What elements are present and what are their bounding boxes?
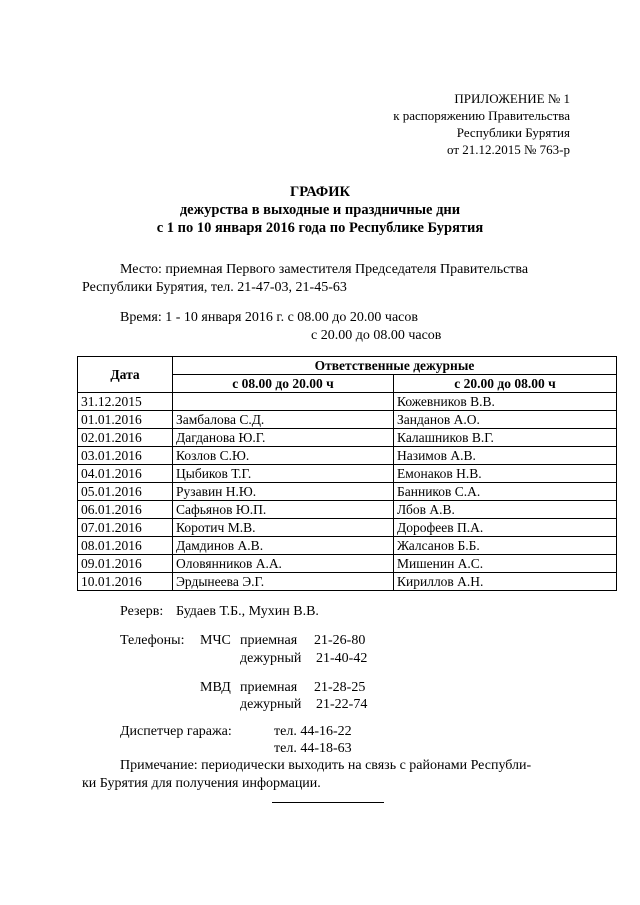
time-line-2: с 20.00 до 08.00 часов [311,328,442,343]
date-cell: 09.01.2016 [78,555,173,573]
table-row [78,501,617,519]
signature-line [272,802,384,803]
day-duty-cell [173,393,394,411]
night-duty-cell: Калашников В.Г. [394,429,617,447]
garage-phone-2: тел. 44-18-63 [274,741,352,756]
night-duty-cell: Кириллов А.Н. [394,573,617,591]
title-line-1: ГРАФИК [289,184,351,200]
appendix-block [393,90,570,158]
phones-label: Телефоны: [120,633,185,648]
night-duty-cell: Жалсанов Б.Б. [394,537,617,555]
table-row [78,465,617,483]
night-duty-cell: Банников С.А. [394,483,617,501]
reserve-label: Резерв: [120,604,164,619]
duty-schedule-table [77,356,617,591]
night-duty-cell: Дорофеев П.А. [394,519,617,537]
night-duty-cell: Назимов А.В. [394,447,617,465]
table-row [78,519,617,537]
title-line-2: дежурства в выходные и праздничные дни [179,202,461,218]
appendix-line-4: от 21.12.2015 № 763-р [447,142,570,157]
mvd-label: МВД [200,680,231,695]
day-duty-cell: Рузавин Н.Ю. [173,483,394,501]
table-row [78,429,617,447]
mvd-duty-phone: 21-22-74 [316,697,368,712]
date-cell: 31.12.2015 [78,393,173,411]
table-row [78,555,617,573]
mchs-reception-phone: 21-26-80 [314,633,366,648]
mvd-reception-phone: 21-28-25 [314,680,366,695]
mchs-duty-phone: 21-40-42 [316,651,368,666]
night-duty-cell: Емонаков Н.В. [394,465,617,483]
table-row [78,393,617,411]
table-row [78,447,617,465]
mvd-duty-label: дежурный [240,697,302,712]
header-date: Дата [78,357,173,393]
mvd-reception-label: приемная [240,680,298,695]
appendix-line-3: Республики Бурятия [456,125,570,140]
mchs-duty-label: дежурный [240,651,302,666]
appendix-line-2: к распоряжению Правительства [393,108,570,123]
appendix-line-1: ПРИЛОЖЕНИЕ № 1 [454,91,570,106]
reserve-names: Будаев Т.Б., Мухин В.В. [176,604,319,619]
note-line-1: Примечание: периодически выходить на связь с районами Республи- [120,758,532,773]
date-cell: 03.01.2016 [78,447,173,465]
garage-label: Диспетчер гаража: [120,724,232,739]
day-duty-cell: Дагданова Ю.Г. [173,429,394,447]
mchs-reception-label: приемная [240,633,298,648]
day-duty-cell: Козлов С.Ю. [173,447,394,465]
night-duty-cell: Кожевников В.В. [394,393,617,411]
garage-phone-1: тел. 44-16-22 [274,724,352,739]
table-row [78,483,617,501]
day-duty-cell: Эрдынеева Э.Г. [173,573,394,591]
date-cell: 07.01.2016 [78,519,173,537]
date-cell: 06.01.2016 [78,501,173,519]
table-row [78,411,617,429]
date-cell: 02.01.2016 [78,429,173,447]
time-line-1: Время: 1 - 10 января 2016 г. с 08.00 до 20.00 часов [120,310,418,325]
day-duty-cell: Оловянников А.А. [173,555,394,573]
night-duty-cell: Занданов А.О. [394,411,617,429]
table-row [78,573,617,591]
place-line-2: Республики Бурятия, тел. 21-47-03, 21-45-63 [82,280,347,295]
day-duty-cell: Коротич М.В. [173,519,394,537]
day-duty-cell: Цыбиков Т.Г. [173,465,394,483]
title-line-3: с 1 по 10 января 2016 года по Республике Бурятия [156,220,484,236]
day-duty-cell: Замбалова С.Д. [173,411,394,429]
date-cell: 01.01.2016 [78,411,173,429]
date-cell: 04.01.2016 [78,465,173,483]
day-duty-cell: Дамдинов А.В. [173,537,394,555]
header-night-shift: с 20.00 до 08.00 ч [394,375,617,393]
place-line-1: Место: приемная Первого заместителя Председателя Правительства [120,262,529,277]
mchs-label: МЧС [200,633,231,648]
table-row [78,537,617,555]
date-cell: 10.01.2016 [78,573,173,591]
header-duty: Ответственные дежурные [173,357,617,375]
night-duty-cell: Мишенин А.С. [394,555,617,573]
date-cell: 05.01.2016 [78,483,173,501]
date-cell: 08.01.2016 [78,537,173,555]
night-duty-cell: Лбов А.В. [394,501,617,519]
note-line-2: ки Бурятия для получения информации. [82,776,321,791]
day-duty-cell: Сафьянов Ю.П. [173,501,394,519]
header-day-shift: с 08.00 до 20.00 ч [173,375,394,393]
